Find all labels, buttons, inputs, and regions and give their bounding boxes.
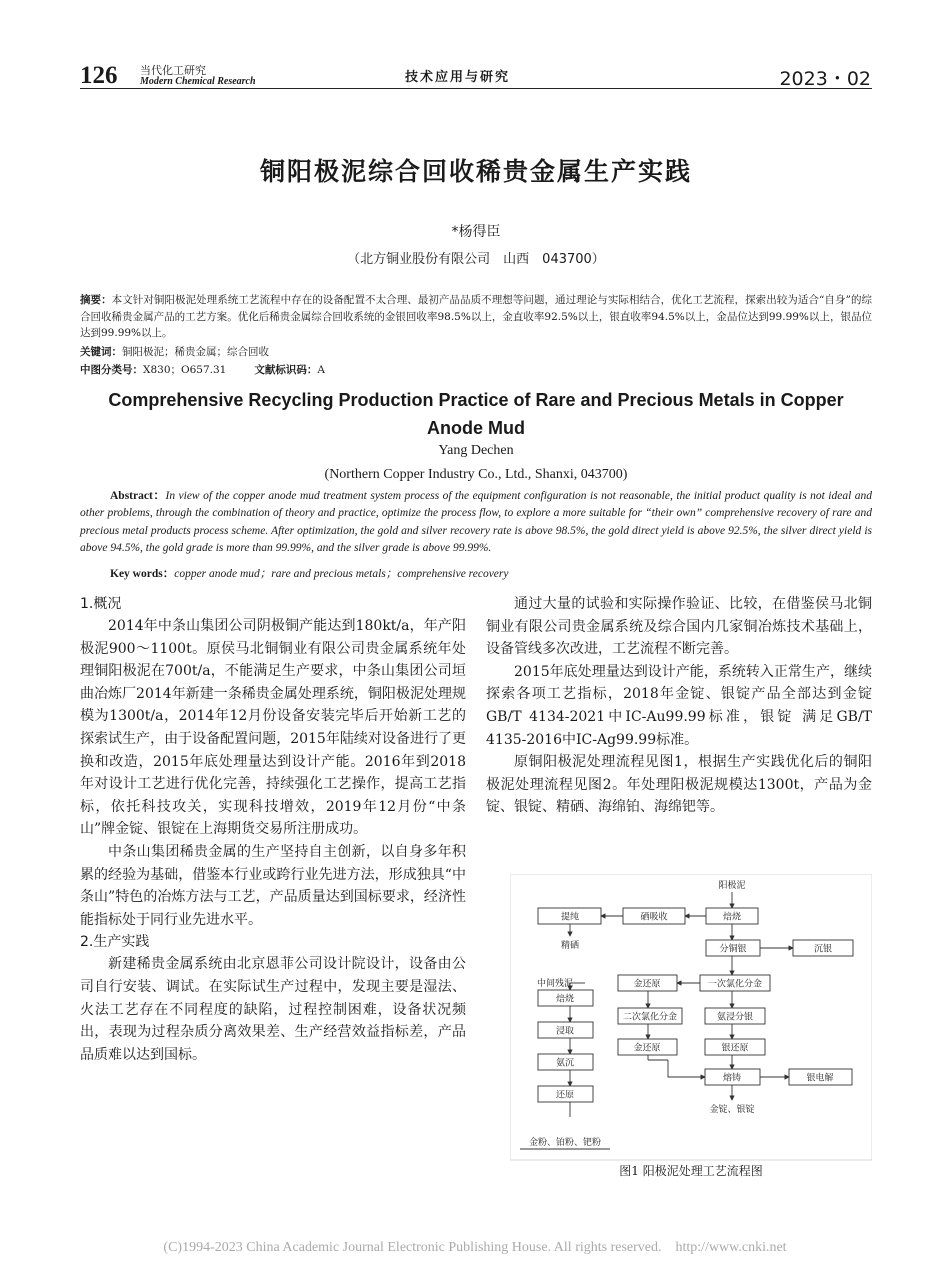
label-reduction: 还原 [555, 1090, 575, 1101]
keywords-cn-text: 铜阳极泥；稀贵金属；综合回收 [122, 346, 269, 358]
journal-name-cn: 当代化工研究 [140, 64, 206, 77]
label-anode-mud: 阳极泥 [718, 881, 746, 891]
process-flowchart [510, 874, 872, 1164]
keywords-en [110, 565, 508, 581]
abstract-cn-text: 本文针对铜阳极泥处理系统工艺流程中存在的设备配置不太合理、最初产品品质不理想等问题，通过理论与实际相结合，优化工艺流程，探索出较为适合“自身”的综合回收稀贵金属产品的工艺方案。优化后稀贵金属综合回收系统的金银回收率98.5%以上，金直收率92.5%以上，银直收率94.5%以上，金品位达到99.99%以上，银品位达到99.99%以上。 [80, 294, 872, 339]
section-label: 技术应用与研究 [405, 70, 511, 85]
section-1-heading: 1.概况 [80, 596, 122, 612]
page-number: 126 [80, 62, 118, 89]
clc-label: 中图分类号： [80, 364, 143, 376]
section-2-heading: 2.生产实践 [80, 934, 150, 951]
label-ag-reduction: 银还原 [721, 1043, 749, 1054]
label-roasting-2: 焙烧 [555, 994, 575, 1005]
label-au-reduction-2: 金还原 [633, 1043, 661, 1054]
label-refined-se: 精硒 [560, 941, 580, 951]
abstract-en-label: Abstract： [110, 490, 166, 502]
label-chlorination-2: 二次氯化分金 [622, 1012, 678, 1023]
abstract-cn-label: 摘要： [80, 294, 112, 306]
label-au-reduction-1: 金还原 [633, 979, 661, 990]
label-au-ag-ingot: 金锭、银锭 [709, 1105, 755, 1115]
affiliation-en: (Northern Copper Industry Co., Ltd., Shanxi, 043700) [324, 467, 628, 482]
clc-value: X830；O657.31 [143, 364, 227, 376]
keywords-cn-label: 关键词： [80, 346, 122, 358]
body-right-column [486, 593, 872, 819]
section-1-paragraph-2: 中条山集团稀贵金属的生产坚持自主创新，以自身多年积累的经验为基础，借鉴本行业或跨行业先进方法，形成独具“中条山”特色的冶炼方法与工艺，产品质量达到国标要求，经济性能指标处于同行业先进水平。 [80, 843, 466, 928]
author-cn: *杨得臣 [451, 224, 501, 240]
figure-caption: 图1 阳极泥处理工艺流程图 [619, 1164, 763, 1178]
abstract-en-text: In view of the copper anode mud treatment system process of the equipment configuration is not reasonable, the initial product quality is not ideal and other problems, through the combination of theory and practice, optimize the process flow, to explore a more suitable for “their own” comprehensive recovery of rare and precious metal products process scheme. After optimization, the gold and silver recovery rate is above 98.5%, the gold direct yield is above 92.5%, the silver direct yield is above 94.5%, the gold grade is more than 99.99%, and the silver grade is above 99.99%. [80, 490, 873, 555]
label-se-absorb: 硒吸收 [640, 912, 668, 923]
label-mid-mud: 中间残泥 [536, 979, 574, 989]
label-leach: 浸取 [555, 1026, 575, 1037]
right-paragraph-3: 原铜阳极泥处理流程见图1，根据生产实践优化后的铜阳极泥处理流程见图2。年处理阳极泥规模达1300t，产品为金锭、银锭、精硒、海绵铂、海绵钯等。 [486, 754, 872, 816]
abstract-en [80, 488, 872, 558]
label-ag-electrolysis: 银电解 [806, 1073, 834, 1084]
label-cu-sep: 分铜银 [719, 944, 747, 955]
classification [80, 362, 872, 379]
label-roasting-1: 焙烧 [722, 912, 742, 923]
journal-name-en: Modern Chemical Research [140, 76, 256, 87]
label-pgm-powder: 金粉、铂粉、钯粉 [528, 1138, 602, 1148]
keywords-cn [80, 344, 872, 361]
right-paragraph-1: 通过大量的试验和实际操作验证、比较，在借鉴侯马北铜铜业有限公司贵金属系统及综合国内几家铜冶炼技术基础上，设备管线多次改进，工艺流程不断完善。 [486, 596, 872, 658]
affiliation-cn: （北方铜业股份有限公司 山西 043700） [347, 252, 605, 267]
label-casting: 熔铸 [722, 1073, 742, 1084]
abstract-cn [80, 292, 872, 342]
label-nh3-precip: 氨沉 [555, 1058, 575, 1069]
section-1-paragraph-1: 2014年中条山集团公司阴极铜产能达到180kt/a，年产阳极泥900～1100t。原侯马北铜铜业有限公司贵金属系统年处理铜阳极泥在700t/a，不能满足生产要求，中条山集团公司垣曲冶炼厂2014年新建一条稀贵金属处理系统，铜阳极泥处理规模为1300t/a，2014年12月份设备安装完毕后开始新工艺的探索试生产，由于设备配置问题，2015年陆续对设备进行了更换和改造，2015年底处理量达到设计产能。2016年到2018年对设计工艺进行优化完善，持续强化工艺操作，提高工艺指标，依托科技攻关，实现科技增效，2019年12月份“中条山”牌金锭、银锭在上海期货交易所注册成功。 [80, 618, 466, 838]
doc-code-value: A [317, 364, 325, 376]
header-rule [80, 88, 872, 89]
label-ammonia-leach: 氨浸分银 [716, 1012, 754, 1023]
title-en: Comprehensive Recycling Production Practice of Rare and Precious Metals in Copper Anode Mud [108, 390, 844, 438]
issue-number: 2023・02 [779, 68, 871, 90]
copyright-footer: (C)1994-2023 China Academic Journal Electronic Publishing House. All rights reserved. http://www.cnki.net [163, 1240, 787, 1255]
author-en: Yang Dechen [438, 443, 514, 458]
label-purify: 提纯 [560, 912, 580, 923]
label-chlorination-1: 一次氯化分金 [707, 979, 763, 990]
title-cn: 铜阳极泥综合回收稀贵金属生产实践 [259, 157, 692, 186]
doc-code-label: 文献标识码： [254, 364, 318, 376]
label-ag-precip: 沉银 [813, 944, 833, 955]
keywords-en-text: copper anode mud；rare and precious metals；comprehensive recovery [174, 568, 509, 580]
section-2-paragraph-1: 新建稀贵金属系统由北京恩菲公司设计院设计，设备由公司自行安装、调试。在实际试生产过程中，发现主要是湿法、火法工艺存在不同程度的缺陷，过程控制困难，设备状况频出，表现为过程杂质分离效果差、生产经营效益指标差，产品品质难以达到国标。 [80, 956, 466, 1063]
keywords-en-label: Key words： [110, 568, 175, 580]
right-paragraph-2: 2015年底处理量达到设计产能，系统转入正常生产，继续探索各项工艺指标，2018年金锭、银锭产品全部达到金锭GB/T 4134-2021中IC-Au99.99标准，银锭 满足GB/T 4135-2016中IC-Ag99.99标准。 [486, 663, 872, 748]
body-left-column [80, 593, 466, 1066]
